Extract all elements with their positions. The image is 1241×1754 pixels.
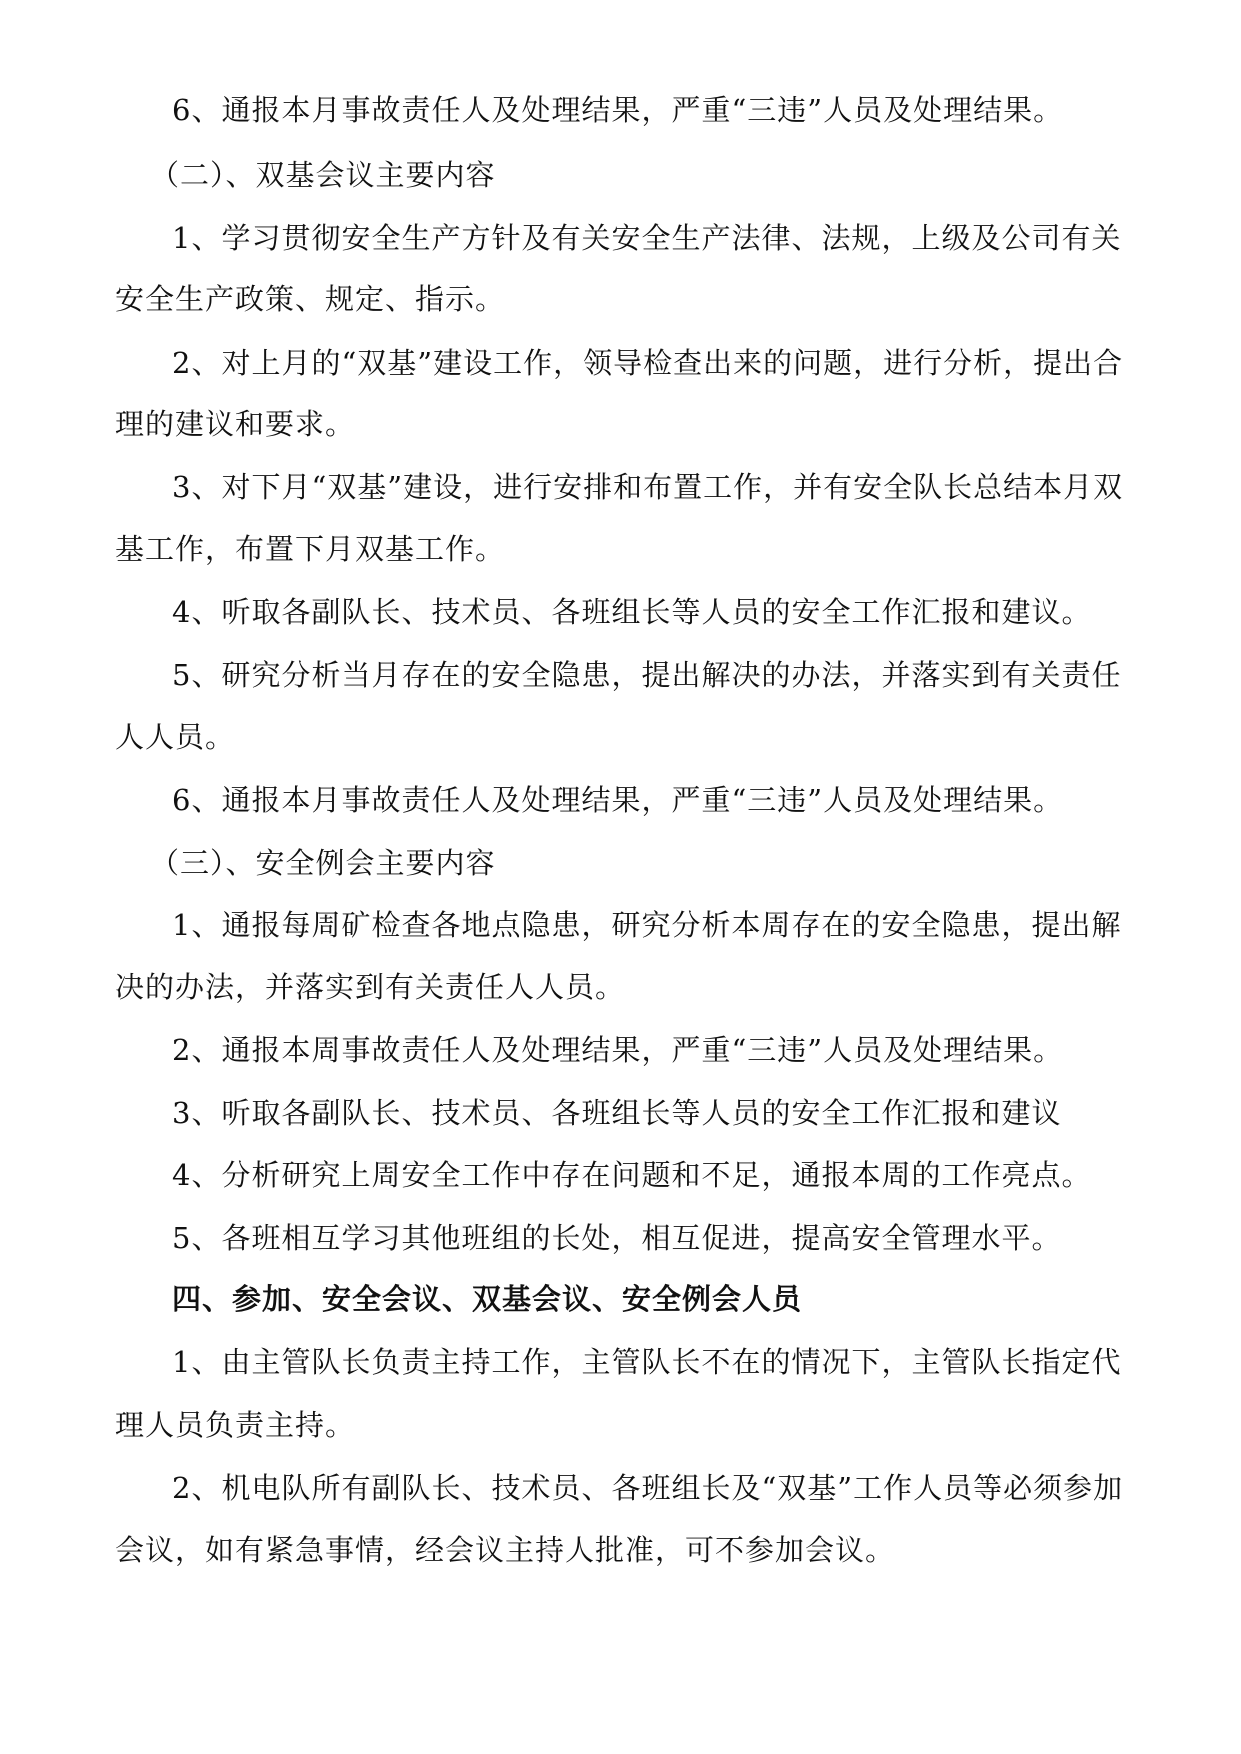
paragraph-line: 6、通报本月事故责任人及处理结果，严重“三违”人员及处理结果。 [172, 93, 1064, 127]
paragraph-line: 决的办法，并落实到有关责任人人员。 [115, 970, 626, 1004]
paragraph-line: 2、对上月的“双基”建设工作，领导检查出来的问题，进行分析，提出合 [172, 346, 1124, 380]
section-heading: （三）、安全例会主要内容 [150, 846, 496, 880]
paragraph-line: 6、通报本月事故责任人及处理结果，严重“三违”人员及处理结果。 [172, 783, 1064, 817]
paragraph-line: 5、各班相互学习其他班组的长处，相互促进，提高安全管理水平。 [172, 1221, 1062, 1255]
paragraph-line: 1、学习贯彻安全生产方针及有关安全生产法律、法规，上级及公司有关 [172, 221, 1122, 255]
paragraph-line: 3、对下月“双基”建设，进行安排和布置工作，并有安全队长总结本月双 [172, 470, 1124, 504]
paragraph-line: 3、听取各副队长、技术员、各班组长等人员的安全工作汇报和建议 [172, 1096, 1062, 1130]
paragraph-line: 1、由主管队长负责主持工作，主管队长不在的情况下，主管队长指定代 [172, 1345, 1122, 1379]
paragraph-line: 2、机电队所有副队长、技术员、各班组长及“双基”工作人员等必须参加 [172, 1471, 1124, 1505]
paragraph-line: 基工作，布置下月双基工作。 [115, 532, 506, 566]
paragraph-line: 会议，如有紧急事情，经会议主持人批准，可不参加会议。 [115, 1533, 896, 1567]
paragraph-line: 4、听取各副队长、技术员、各班组长等人员的安全工作汇报和建议。 [172, 595, 1092, 629]
paragraph-line: 安全生产政策、规定、指示。 [115, 282, 506, 316]
paragraph-line: 4、分析研究上周安全工作中存在问题和不足，通报本周的工作亮点。 [172, 1158, 1092, 1192]
paragraph-line: 理人员负责主持。 [115, 1408, 356, 1442]
section-heading: （二）、双基会议主要内容 [150, 158, 496, 192]
paragraph-line: 理的建议和要求。 [115, 407, 356, 441]
paragraph-line: 1、通报每周矿检查各地点隐患，研究分析本周存在的安全隐患，提出解 [172, 908, 1122, 942]
paragraph-line: 5、研究分析当月存在的安全隐患，提出解决的办法，并落实到有关责任 [172, 658, 1122, 692]
paragraph-line: 人人员。 [115, 720, 236, 754]
section-heading-bold: 四、参加、安全会议、双基会议、安全例会人员 [172, 1282, 803, 1316]
paragraph-line: 2、通报本周事故责任人及处理结果，严重“三违”人员及处理结果。 [172, 1033, 1064, 1067]
